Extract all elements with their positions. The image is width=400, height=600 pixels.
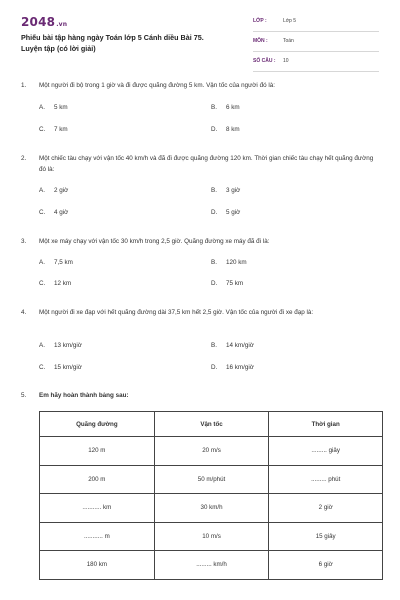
option-text: 4 giờ [54, 209, 69, 216]
option-letter: A. [39, 104, 45, 111]
option-letter: B. [211, 104, 217, 111]
option-a[interactable] [39, 341, 82, 351]
table-row [40, 465, 383, 494]
title-line-2: Luyện tập (có lời giải) [21, 43, 96, 53]
option-letter: B. [211, 187, 217, 194]
table-row [40, 494, 383, 523]
option-text: 7,5 km [54, 259, 73, 266]
question-text: Một người đi bộ trong 1 giờ và đi được quãng đường 5 km. Vận tốc của người đó là: [39, 82, 275, 89]
table-header-row [40, 412, 383, 437]
question-number: 4. [21, 309, 27, 316]
title-line-1: Phiếu bài tập hàng ngày Toán lớp 5 Cánh diều Bài 75. [21, 33, 204, 42]
table-row [40, 437, 383, 466]
option-text: 7 km [54, 126, 68, 133]
option-text: 5 giờ [226, 209, 241, 216]
meta-key: SỐ CÂU : [253, 58, 276, 64]
logo-tld: .vn [56, 21, 68, 28]
table-cell: 180 km [40, 551, 155, 580]
table-cell: ........... m [40, 522, 155, 551]
table-cell: 6 giờ [269, 551, 383, 580]
table-cell: 30 km/h [154, 494, 269, 523]
option-b[interactable] [211, 258, 247, 268]
meta-value: Lớp 5 [283, 18, 297, 24]
option-letter: D. [211, 280, 218, 287]
table-header: Quãng đường [40, 412, 155, 437]
table-cell: ........... km [40, 494, 155, 523]
option-letter: A. [39, 259, 45, 266]
question-number: 1. [21, 82, 27, 89]
option-d[interactable] [211, 125, 240, 135]
option-text: 8 km [226, 126, 240, 133]
option-letter: C. [39, 126, 46, 133]
table-header: Thời gian [269, 412, 383, 437]
option-c[interactable] [39, 125, 68, 135]
option-d[interactable] [211, 363, 254, 373]
option-text: 2 giờ [54, 187, 69, 194]
option-text: 14 km/giờ [226, 342, 254, 349]
question-5 [21, 390, 381, 401]
question-text: Một chiếc tàu chạy với vận tốc 40 km/h và đã đi được quãng đường 120 km. Thời gian chiếc tàu chạy hết quãng đường đó là: [39, 155, 374, 173]
worksheet-title [21, 33, 231, 54]
option-text: 15 km/giờ [54, 364, 82, 371]
option-text: 16 km/giờ [226, 364, 254, 371]
meta-value: 10 [283, 58, 289, 64]
meta-row-subject [253, 36, 379, 52]
option-text: 6 km [226, 104, 240, 111]
option-letter: B. [211, 259, 217, 266]
option-b[interactable] [211, 341, 254, 351]
option-d[interactable] [211, 208, 240, 218]
option-c[interactable] [39, 363, 82, 373]
table-cell: ......... km/h [154, 551, 269, 580]
table-cell: ......... phút [269, 465, 383, 494]
option-text: 13 km/giờ [54, 342, 82, 349]
option-d[interactable] [211, 279, 243, 289]
option-letter: B. [211, 342, 217, 349]
option-a[interactable] [39, 258, 73, 268]
option-letter: C. [39, 209, 46, 216]
answer-table [39, 411, 383, 580]
table-row [40, 522, 383, 551]
table-header: Vận tốc [154, 412, 269, 437]
option-text: 5 km [54, 104, 68, 111]
meta-key: LỚP : [253, 18, 267, 24]
option-letter: D. [211, 209, 218, 216]
table-cell: 2 giờ [269, 494, 383, 523]
option-text: 3 giờ [226, 187, 241, 194]
site-logo[interactable] [21, 15, 67, 29]
question-1 [21, 80, 381, 91]
question-2 [21, 153, 381, 175]
table-cell: 50 m/phút [154, 465, 269, 494]
question-number: 5. [21, 392, 27, 399]
question-4 [21, 307, 381, 318]
meta-value: Toán [283, 38, 294, 44]
option-c[interactable] [39, 279, 71, 289]
meta-row-count [253, 56, 379, 72]
question-number: 3. [21, 238, 27, 245]
table-row [40, 551, 383, 580]
option-a[interactable] [39, 186, 68, 196]
question-number: 2. [21, 155, 27, 162]
meta-row-class [253, 16, 379, 32]
option-c[interactable] [39, 208, 68, 218]
question-text: Em hãy hoàn thành bảng sau: [39, 392, 129, 399]
option-letter: C. [39, 364, 46, 371]
option-text: 75 km [226, 280, 244, 287]
option-a[interactable] [39, 103, 68, 113]
logo-main: 2048 [21, 15, 56, 29]
option-letter: D. [211, 364, 218, 371]
table-cell: 20 m/s [154, 437, 269, 466]
meta-info [253, 16, 379, 76]
question-text: Một người đi xe đạp với hết quãng đường dài 37,5 km hết 2,5 giờ. Vận tốc của người đi xe đạp là: [39, 309, 314, 316]
meta-key: MÔN : [253, 38, 268, 44]
option-letter: A. [39, 187, 45, 194]
table-cell: 200 m [40, 465, 155, 494]
table-cell: 10 m/s [154, 522, 269, 551]
table-cell: 120 m [40, 437, 155, 466]
option-text: 120 km [226, 259, 247, 266]
option-letter: D. [211, 126, 218, 133]
option-letter: C. [39, 280, 46, 287]
table-cell: 15 giây [269, 522, 383, 551]
option-text: 12 km [54, 280, 72, 287]
question-text: Một xe máy chạy với vận tốc 30 km/h trong 2,5 giờ. Quãng đường xe máy đã đi là: [39, 238, 270, 245]
table-cell: ......... giây [269, 437, 383, 466]
question-3 [21, 236, 381, 247]
option-b[interactable] [211, 103, 240, 113]
option-b[interactable] [211, 186, 240, 196]
option-letter: A. [39, 342, 45, 349]
